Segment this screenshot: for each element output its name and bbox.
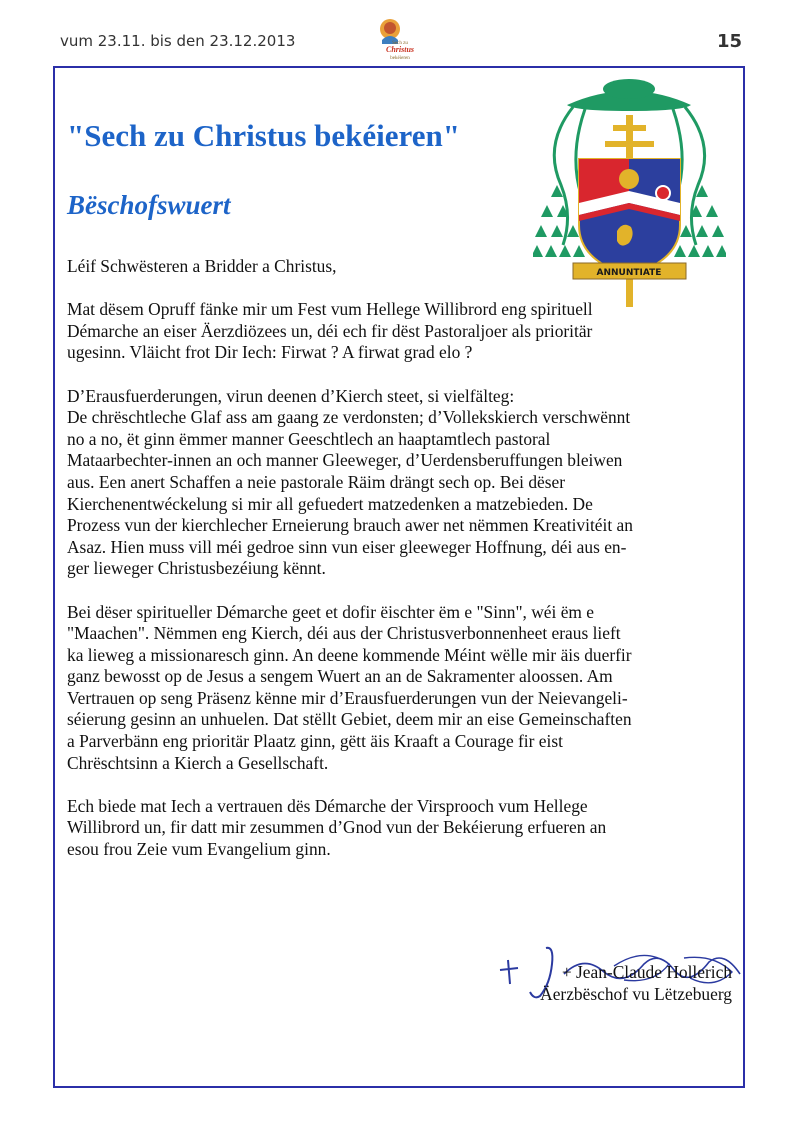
text-line: Chrëschtsinn a Kierch a Gesellschaft.: [67, 752, 329, 773]
svg-text:Christus: Christus: [385, 45, 415, 54]
paragraph-4: [67, 796, 737, 861]
article-body: [67, 256, 737, 882]
text-line: aus. Een anert Schaffen a neie pastorale Räim drängt sech op. Bei dëser: [67, 471, 566, 492]
signature-name: + Jean-Claude Hollerich: [561, 962, 732, 982]
header-date-range: vum 23.11. bis den 23.12.2013: [60, 32, 296, 50]
text-line: Bei dëser spiritueller Démarche geet et dofir ëischter ëm e "Sinn", wéi ëm e: [67, 601, 595, 622]
text-line: no a no, ët ginn ëmmer manner Geeschtlech an haaptamtlech pastoral: [67, 428, 551, 449]
text-line: Ech biede mat Iech a vertrauen dës Démarche der Virsprooch vum Hellege: [67, 795, 588, 816]
text-line: Kierchenentwéckelung si mir all gefuedert matzedenken a matzebieden. De: [67, 493, 593, 514]
text-line: Willibrord un, fir datt mir zesummen d’Gnod vun der Bekéierung erfueren an: [67, 817, 607, 838]
text-line: ka lieweg a missionaresch ginn. An deene kommende Méint wëlle mir äis duerfir: [67, 644, 632, 665]
text-line: esou frou Zeie vum Evangelium ginn.: [67, 839, 331, 860]
svg-text:Sech zu: Sech zu: [392, 41, 408, 46]
text-line: Démarche an eiser Äerzdiözees un, déi ech fir dëst Pastoraljoer als prioritär: [67, 320, 593, 341]
christus-logo-icon: [376, 18, 424, 62]
text-line: D’Erausfuerderungen, virun deenen d’Kierch steet, si vielfälteg:: [67, 385, 515, 406]
text-line: séierung gesinn an unhuelen. Dat stëllt Gebiet, deem mir an eise Gemeinschaften: [67, 709, 632, 730]
text-line: Asaz. Hien muss vill méi gedroe sinn vun eiser gleeweger Hoffnung, déi aus en-: [67, 536, 627, 557]
text-line: Vertrauen op seng Präsenz kënne mir d’Erausfuerderungen vun der Neievangeli-: [67, 687, 628, 708]
text-line: ganz bewosst op de Jesus a sengem Wuert an an de Sakramenter aloossen. Am: [67, 666, 613, 687]
text-line: a Parverbänn eng prioritär Plaatz ginn, gëtt äis Kraaft a Courage fir eist: [67, 731, 563, 752]
article-subtitle: Bëschofswuert: [67, 190, 231, 220]
signature-role: Äerzbëschof vu Lëtzebuerg: [540, 984, 732, 1004]
text-line: ugesinn. Vläicht frot Dir Iech: Firwat ? A firwat grad elo ?: [67, 342, 473, 363]
page-number: 15: [716, 31, 742, 52]
paragraph-3: [67, 602, 737, 775]
paragraph-1: [67, 299, 737, 364]
svg-text:bekéieren: bekéieren: [390, 56, 410, 61]
text-line: "Maachen". Nëmmen eng Kierch, déi aus der Christusverbonnenheet eraus lieft: [67, 623, 621, 644]
coat-motto: ANNUNTIATE: [596, 268, 662, 278]
text-line: Prozess vun der kierchlecher Erneierung brauch awer net nëmmen Kreativitéit an: [67, 515, 633, 536]
text-line: Mataarbechter-innen an och manner Gleeweger, d’Uerdensberuffungen bleiwen: [67, 450, 623, 471]
text-line: De chrëschtleche Glaf ass am gaang ze verdonsten; d’Vollekskierch verschwënnt: [67, 407, 631, 428]
text-line: Mat dësem Opruff fänke mir um Fest vum Hellege Willibrord eng spirituell: [67, 299, 593, 320]
text-line: ger lieweger Christusbezéiung kënnt.: [67, 558, 326, 579]
article-title: "Sech zu Christus bekéieren": [67, 118, 460, 153]
salutation: Léif Schwësteren a Bridder a Christus,: [67, 256, 337, 276]
paragraph-2: [67, 386, 737, 580]
